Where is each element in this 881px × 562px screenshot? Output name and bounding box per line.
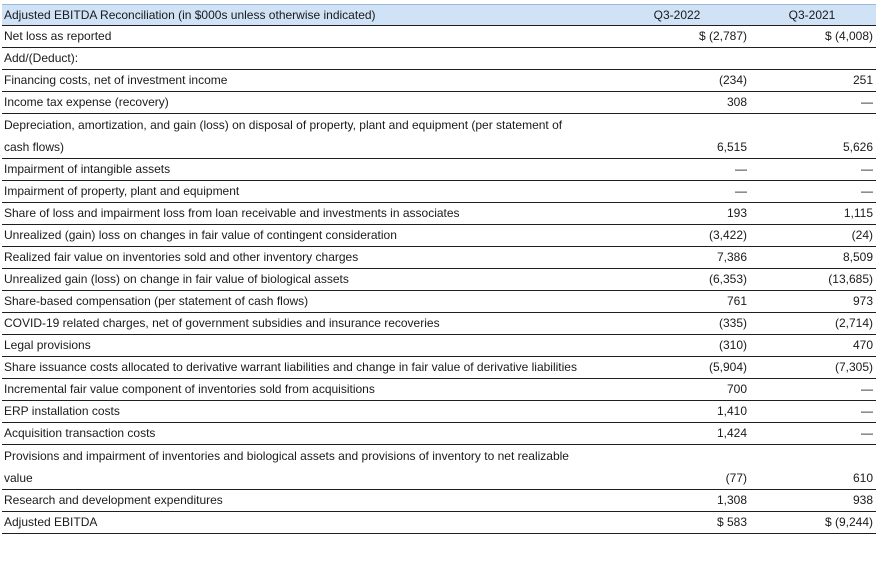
row-value-q3-2021: (7,305) (750, 357, 876, 379)
row-label: Adjusted EBITDA (2, 512, 606, 534)
row-value-q3-2022: 700 (606, 379, 750, 401)
row-value-q3-2022: (77) (606, 445, 750, 490)
row-label-line1: Depreciation, amortization, and gain (loss) on disposal of property, plant and equipment (per statement of (4, 118, 563, 132)
row-label: Income tax expense (recovery) (2, 92, 606, 114)
row-value-q3-2022: 1,308 (606, 490, 750, 512)
row-value-q3-2021: — (750, 181, 876, 203)
row-label (2, 445, 606, 490)
table-row (2, 203, 876, 225)
row-value-q3-2022: 1,424 (606, 423, 750, 445)
row-value-q3-2022: (310) (606, 335, 750, 357)
row-value-q3-2021: (13,685) (750, 269, 876, 291)
row-label: ERP installation costs (2, 401, 606, 423)
row-value-q3-2021: 938 (750, 490, 876, 512)
header-q3-2022: Q3-2022 (606, 5, 750, 26)
table-row (2, 269, 876, 291)
row-label: COVID-19 related charges, net of government subsidies and insurance recoveries (2, 313, 606, 335)
row-label: Share issuance costs allocated to derivative warrant liabilities and change in fair value of derivative liabilities (2, 357, 606, 379)
row-value-q3-2021: — (750, 379, 876, 401)
row-label: Impairment of property, plant and equipment (2, 181, 606, 203)
table-row (2, 445, 876, 490)
row-label: Research and development expenditures (2, 490, 606, 512)
row-value-q3-2022: 1,410 (606, 401, 750, 423)
row-value-q3-2021: 470 (750, 335, 876, 357)
table-row (2, 357, 876, 379)
row-label: Incremental fair value component of inventories sold from acquisitions (2, 379, 606, 401)
table-row (2, 401, 876, 423)
row-value-q3-2021: 5,626 (750, 114, 876, 159)
row-value-q3-2021: — (750, 159, 876, 181)
table-row (2, 313, 876, 335)
row-value-q3-2022: 6,515 (606, 114, 750, 159)
row-value-q3-2022: $ (2,787) (606, 26, 750, 48)
row-label-line2: cash flows) (4, 140, 65, 154)
table-row (2, 291, 876, 313)
table-row (2, 225, 876, 247)
row-value-q3-2021: 1,115 (750, 203, 876, 225)
row-value-q3-2021: (24) (750, 225, 876, 247)
row-label-line1: Provisions and impairment of inventories and biological assets and provisions of inventory to net realizable (4, 449, 569, 463)
row-value-q3-2021: $ (4,008) (750, 26, 876, 48)
row-label: Add/(Deduct): (2, 48, 606, 70)
row-value-q3-2022: — (606, 181, 750, 203)
row-value-q3-2022: (234) (606, 70, 750, 92)
row-label: Unrealized (gain) loss on changes in fair value of contingent consideration (2, 225, 606, 247)
table-row-total (2, 512, 876, 534)
row-value-q3-2021 (750, 48, 876, 70)
row-label: Share-based compensation (per statement of cash flows) (2, 291, 606, 313)
row-value-q3-2021: $ (9,244) (750, 512, 876, 534)
table-row (2, 181, 876, 203)
row-value-q3-2021: 973 (750, 291, 876, 313)
row-label: Impairment of intangible assets (2, 159, 606, 181)
row-value-q3-2021: — (750, 92, 876, 114)
row-value-q3-2022: (335) (606, 313, 750, 335)
row-label: Legal provisions (2, 335, 606, 357)
row-value-q3-2022: 308 (606, 92, 750, 114)
row-label: Unrealized gain (loss) on change in fair value of biological assets (2, 269, 606, 291)
header-q3-2021: Q3-2021 (750, 5, 876, 26)
table-row (2, 92, 876, 114)
table-header-row (2, 5, 876, 26)
row-value-q3-2022: 193 (606, 203, 750, 225)
header-label: Adjusted EBITDA Reconciliation (in $000s unless otherwise indicated) (2, 5, 606, 26)
table-row (2, 114, 876, 159)
row-label: Realized fair value on inventories sold and other inventory charges (2, 247, 606, 269)
row-label: Financing costs, net of investment income (2, 70, 606, 92)
row-label: Net loss as reported (2, 26, 606, 48)
table-row (2, 70, 876, 92)
row-value-q3-2021: — (750, 401, 876, 423)
table-row (2, 335, 876, 357)
row-value-q3-2021: 610 (750, 445, 876, 490)
row-value-q3-2022 (606, 48, 750, 70)
table-row (2, 379, 876, 401)
row-label: Acquisition transaction costs (2, 423, 606, 445)
table-row (2, 490, 876, 512)
row-value-q3-2022: — (606, 159, 750, 181)
table-row (2, 423, 876, 445)
row-value-q3-2022: $ 583 (606, 512, 750, 534)
row-label (2, 114, 606, 159)
row-value-q3-2021: (2,714) (750, 313, 876, 335)
table-row (2, 48, 876, 70)
row-value-q3-2021: — (750, 423, 876, 445)
table-row (2, 26, 876, 48)
table-row (2, 247, 876, 269)
row-value-q3-2022: 7,386 (606, 247, 750, 269)
row-label: Share of loss and impairment loss from loan receivable and investments in associates (2, 203, 606, 225)
row-value-q3-2022: (6,353) (606, 269, 750, 291)
row-value-q3-2022: (3,422) (606, 225, 750, 247)
row-value-q3-2022: 761 (606, 291, 750, 313)
row-value-q3-2021: 8,509 (750, 247, 876, 269)
table-row (2, 159, 876, 181)
ebitda-reconciliation-table (2, 4, 876, 534)
row-label-line2: value (4, 471, 33, 485)
row-value-q3-2022: (5,904) (606, 357, 750, 379)
row-value-q3-2021: 251 (750, 70, 876, 92)
